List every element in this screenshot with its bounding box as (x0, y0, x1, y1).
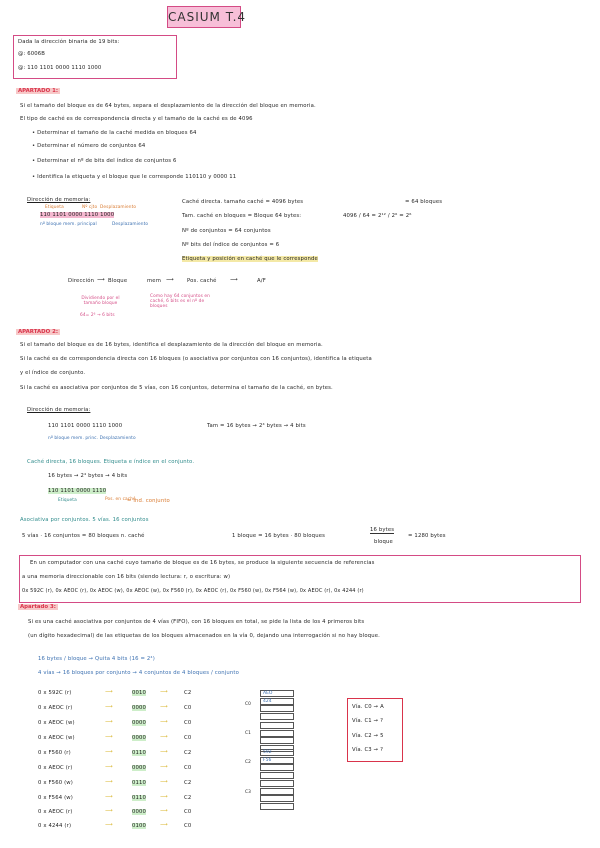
arrow-icon: ⟶ (160, 764, 168, 770)
ap3-line-1: Si es una caché asociativa por conjuntos de 4 vías (FIFO), con 16 bloques en total, se pide la lista de los 4 primeros bits (28, 619, 365, 625)
ap2-etiqueta: Etiqueta (58, 498, 77, 503)
ap1-right-2: Tam. caché en bloques = Bloque 64 bytes: (182, 213, 302, 219)
ap3-calc-2: 4 vías → 16 bloques por conjunto → 4 conjuntos de 4 bloques / conjunto (38, 670, 240, 676)
arrow-icon: ⟶ (160, 794, 168, 800)
ap1-dir-sub-2: Desplazamiento (112, 222, 149, 227)
cache-cell (260, 705, 294, 712)
ap3-row-9-c: C0 (184, 823, 192, 829)
ap3-row-0 (38, 690, 72, 696)
ap3-row-0-c: C2 (184, 690, 192, 696)
row-op: (r) (64, 750, 71, 756)
ap1-flow-3: mem (147, 278, 162, 284)
ap3-row-4-bits (132, 750, 146, 756)
ap2-line-2: Si la caché es de correspondencia directa con 16 bloques (o asociativa por conjuntos con 16 conjuntos), identifica la etiqueta (20, 356, 372, 362)
row-bits: 0110 (132, 750, 147, 756)
row-bits: 0000 (132, 809, 147, 815)
cache-group-label: C2 (245, 760, 251, 765)
ap1-flow-1: Dirección (68, 278, 95, 284)
ap1-dir-small-2: Nº cjto (82, 205, 98, 210)
row-bits: 0000 (132, 735, 147, 741)
cache-group-label: C1 (245, 731, 251, 736)
ap2-line-3: y el índice de conjunto. (20, 370, 86, 376)
arrow-icon: ⟶ (160, 719, 168, 725)
row-bits: 0000 (132, 720, 147, 726)
arrow-icon: ⟶ (105, 822, 113, 828)
ap3-row-3 (38, 735, 75, 741)
row-addr: 0 x AEOC (38, 809, 64, 815)
arrow-icon: ⟶ (105, 749, 113, 755)
answer-0: Vía. C0 → A (352, 704, 384, 710)
ap3-calc-1: 16 bytes / bloque → Quita 4 bits (16 = 2⁴) (38, 656, 155, 662)
ap3-row-3-c: C0 (184, 735, 192, 741)
arrow-icon: ⟶ (160, 779, 168, 785)
row-op: (w) (65, 720, 75, 726)
cache-cell (260, 722, 294, 729)
arrow-icon: ⟶ (160, 808, 168, 814)
row-addr: 0 x AEOC (38, 765, 64, 771)
row-addr: 0 x 4244 (38, 823, 63, 829)
ap3-row-7-c: C2 (184, 795, 192, 801)
arrow-icon: ⟶ (160, 749, 168, 755)
cache-cell (260, 730, 294, 737)
ap1-flow-sub-1: Dividiendo por el tamaño bloque (81, 296, 120, 306)
ap3-row-4 (38, 750, 71, 756)
cache-cell (260, 795, 294, 802)
ap1-right-1: Caché directa. tamaño caché = 4096 bytes (182, 199, 304, 205)
ap1-dir-bits-text: 110 1101 0000 1110 1000 (40, 212, 115, 218)
ap2-line-4: Si la caché es asociativa por conjuntos de 5 vías, con 16 conjuntos, determina el tamaño de la caché, en bytes. (20, 385, 333, 391)
arrow-icon: ⟶ (105, 689, 113, 695)
ap3-row-6-bits (132, 780, 146, 786)
cache-group-label: C3 (245, 790, 251, 795)
ap3-row-5-c: C0 (184, 765, 192, 771)
ap1-flow-5: A/F (257, 278, 266, 284)
row-addr: 0 x F560 (38, 750, 63, 756)
ap2-tam: Tam = 16 bytes → 2⁴ bytes → 4 bits (207, 423, 306, 429)
ap1-right-frac-2: = 64 bloques (405, 199, 443, 205)
ap1-flow-arrow-2: ⟶ (166, 277, 174, 283)
ap3-row-5-bits (132, 765, 146, 771)
ap3-row-0-bits (132, 690, 146, 696)
ap1-heading: APARTADO 1: (18, 88, 58, 94)
ap3-row-1-bits (132, 705, 146, 711)
ap2-asoc: Asociativa por conjuntos. 5 vías. 16 conjuntos (20, 517, 149, 523)
row-addr: 0 x AEOC (38, 735, 64, 741)
ap2-pos: Pos. en caché (105, 497, 136, 502)
ap1-bullet-2-text: Determinar el número de conjuntos 64 (37, 143, 146, 149)
ap1-right-5 (182, 256, 318, 262)
ap2-dir-sub: nº bloque mem. princ. Desplazamiento (48, 436, 136, 441)
answer-2: Vía. C2 → 5 (352, 733, 384, 739)
ap1-flow-sub-3: Como hay 64 conjuntos en caché, 6 bits es el nº de bloques (150, 294, 210, 309)
ap1-bullet-4: • Identifica la etiqueta y el bloque que le corresponde 110110 y 0000 11 (32, 174, 237, 180)
ap1-dir-label: Dirección de memoria: (27, 197, 91, 203)
cache-cell (260, 788, 294, 795)
intro-line-3: @: 110 1101 0000 1110 1000 (18, 65, 102, 71)
cache-cell: F56 (260, 757, 294, 764)
ap3-row-7-bits (132, 795, 146, 801)
cache-cell: 592 (260, 749, 294, 756)
row-bits: 0110 (132, 795, 147, 801)
arrow-icon: ⟶ (105, 734, 113, 740)
cache-group-label: C0 (245, 702, 251, 707)
ap3-row-9-bits (132, 823, 146, 829)
ap1-dir-bits (40, 212, 114, 218)
ap2-asoc-calc-1: 5 vías · 16 conjuntos = 80 bloques n. caché (22, 533, 145, 539)
ap2-line-1: Si el tamaño del bloque es de 16 bytes, identifica el desplazamiento de la dirección del bloque en memoria. (20, 342, 323, 348)
answer-3: Vía. C3 → ? (352, 747, 384, 753)
ap1-right-5-text: Etiqueta y posición en caché que le corresponde (182, 256, 318, 262)
row-op: (w) (64, 780, 73, 786)
row-op: (w) (65, 735, 75, 741)
ap2-dir-bits: 110 1101 0000 1110 1000 (48, 423, 123, 429)
row-addr: 0 x F564 (38, 795, 63, 801)
row-op: (r) (64, 823, 72, 829)
ap3-row-3-bits (132, 735, 146, 741)
ap3-row-6-c: C2 (184, 780, 192, 786)
ap1-flow-arrow-3: ⟶ (230, 277, 238, 283)
ap3-row-5 (38, 765, 73, 771)
row-addr: 0 x F560 (38, 780, 63, 786)
ap1-flow-arrow-1: ⟶ (97, 277, 105, 283)
row-op: (r) (64, 690, 72, 696)
page-title: CASIUM T.4 (167, 6, 241, 28)
arrow-icon: ⟶ (105, 794, 113, 800)
ap1-line-1: Si el tamaño del bloque es de 64 bytes, separa el desplazamiento de la dirección del bloque en memoria. (20, 103, 316, 109)
ap1-flow-2: Bloque (108, 278, 128, 284)
ap1-bullet-3-text: Determinar el nº de bits del índice de conjuntos 6 (37, 158, 177, 164)
ap2-asoc-frac-top: 16 bytes (370, 527, 395, 533)
ap1-line-2: El tipo de caché es de correspondencia directa y el tamaño de la caché es de 4096 (20, 116, 253, 122)
ap2-ind: = ind. conjunto (127, 498, 170, 504)
box2-line-2: a una memoria direccionable con 16 bits (siendo lectura: r, o escritura: w) (22, 574, 231, 580)
ap3-row-4-c: C2 (184, 750, 192, 756)
ap2-cache-dir: Caché directa, 16 bloques. Etiqueta e índice en el conjunto. (27, 459, 195, 465)
ap3-row-2 (38, 720, 75, 726)
ap2-cache-calc: 16 bytes → 2⁴ bytes → 4 bits (48, 473, 128, 479)
row-bits: 0010 (132, 690, 147, 696)
arrow-icon: ⟶ (160, 734, 168, 740)
ap3-row-8 (38, 809, 73, 815)
row-addr: 0 x 592C (38, 690, 63, 696)
ap3-line-2: (un dígito hexadecimal) de las etiquetas de los bloques almacenados en la vía 0, dejando una interrogación si no hay bloque. (28, 633, 380, 639)
ap2-asoc-calc-2: 1 bloque = 16 bytes · 80 bloques (232, 533, 326, 539)
ap3-row-1 (38, 705, 73, 711)
ap2-bits-2-text: 110 1101 0000 1110 (48, 488, 107, 494)
row-bits: 0110 (132, 780, 147, 786)
row-op: (r) (65, 809, 73, 815)
intro-line-2: @: 6006B (18, 51, 46, 57)
arrow-icon: ⟶ (160, 704, 168, 710)
cache-cell (260, 764, 294, 771)
ap1-right-frac: 4096 / 64 = 2¹² / 2⁶ = 2⁶ (343, 213, 412, 219)
row-bits: 0100 (132, 823, 147, 829)
cache-cell: 424 (260, 698, 294, 705)
ap3-row-1-c: C0 (184, 705, 192, 711)
ap3-row-8-c: C0 (184, 809, 192, 815)
ap1-bullet-3: • Determinar el nº de bits del índice de conjuntos 6 (32, 158, 177, 164)
ap2-dir-label: Dirección de memoria: (27, 407, 91, 413)
cache-cell (260, 780, 294, 787)
cache-cell (260, 803, 294, 810)
intro-line-1: Dada la dirección binaria de 19 bits: (18, 39, 120, 45)
arrow-icon: ⟶ (105, 764, 113, 770)
cache-cell (260, 772, 294, 779)
ap1-flow-4: Pos. caché (187, 278, 217, 284)
arrow-icon: ⟶ (105, 779, 113, 785)
ap3-row-9 (38, 823, 71, 829)
ap2-bits-2 (48, 488, 106, 494)
ap1-dir-small-1: Etiqueta (45, 205, 64, 210)
ap2-asoc-res: = 1280 bytes (408, 533, 446, 539)
ap1-right-3: Nº de conjuntos = 64 conjuntos (182, 228, 271, 234)
ap1-bullet-2: • Determinar el número de conjuntos 64 (32, 143, 146, 149)
box2-line-3: 0x 592C (r), 0x AEOC (r), 0x AEOC (w), 0x AEOC (w), 0x F560 (r), 0x AEOC (r), 0x F560 (w), 0x F564 (w), 0x AEOC (r), 0x 4244 (r) (22, 588, 364, 594)
ap3-row-7 (38, 795, 73, 801)
ap1-dir-small-3: Desplazamiento (100, 205, 137, 210)
arrow-icon: ⟶ (105, 808, 113, 814)
cache-cell (260, 737, 294, 744)
ap1-bullet-1-text: Determinar el tamaño de la caché medida en bloques 64 (37, 130, 197, 136)
cache-cell: AEO (260, 690, 294, 697)
ap3-heading: Apartado 3: (20, 604, 56, 610)
arrow-icon: ⟶ (160, 822, 168, 828)
box2-line-1: En un computador con una caché cuyo tamaño de bloque es de 16 bytes, se produce la siguiente secuencia de referencias (30, 560, 375, 566)
ap2-heading: APARTADO 2: (18, 329, 58, 335)
arrow-icon: ⟶ (105, 704, 113, 710)
ap1-bullet-4-text: Identifica la etiqueta y el bloque que le corresponde 110110 y 0000 11 (37, 174, 237, 180)
cache-cell (260, 713, 294, 720)
ap3-row-6 (38, 780, 73, 786)
arrow-icon: ⟶ (160, 689, 168, 695)
row-op: (r) (65, 765, 73, 771)
row-addr: 0 x AEOC (38, 720, 64, 726)
row-op: (r) (65, 705, 73, 711)
ap2-asoc-frac-bot: bloque (374, 539, 393, 545)
answer-1: Vía. C1 → ? (352, 718, 384, 724)
ap3-row-8-bits (132, 809, 146, 815)
row-bits: 0000 (132, 705, 147, 711)
arrow-icon: ⟶ (105, 719, 113, 725)
ap1-flow-sub-2: 64= 2⁶ → 6 bits (80, 313, 115, 318)
ap1-bullet-1: • Determinar el tamaño de la caché medida en bloques 64 (32, 130, 197, 136)
row-op: (w) (64, 795, 73, 801)
ap3-row-2-bits (132, 720, 146, 726)
row-addr: 0 x AEOC (38, 705, 64, 711)
ap1-dir-sub-1: nº bloque mem. principal (40, 222, 97, 227)
ap1-right-4: Nº bits del índice de conjuntos = 6 (182, 242, 280, 248)
row-bits: 0000 (132, 765, 147, 771)
ap3-row-2-c: C0 (184, 720, 192, 726)
